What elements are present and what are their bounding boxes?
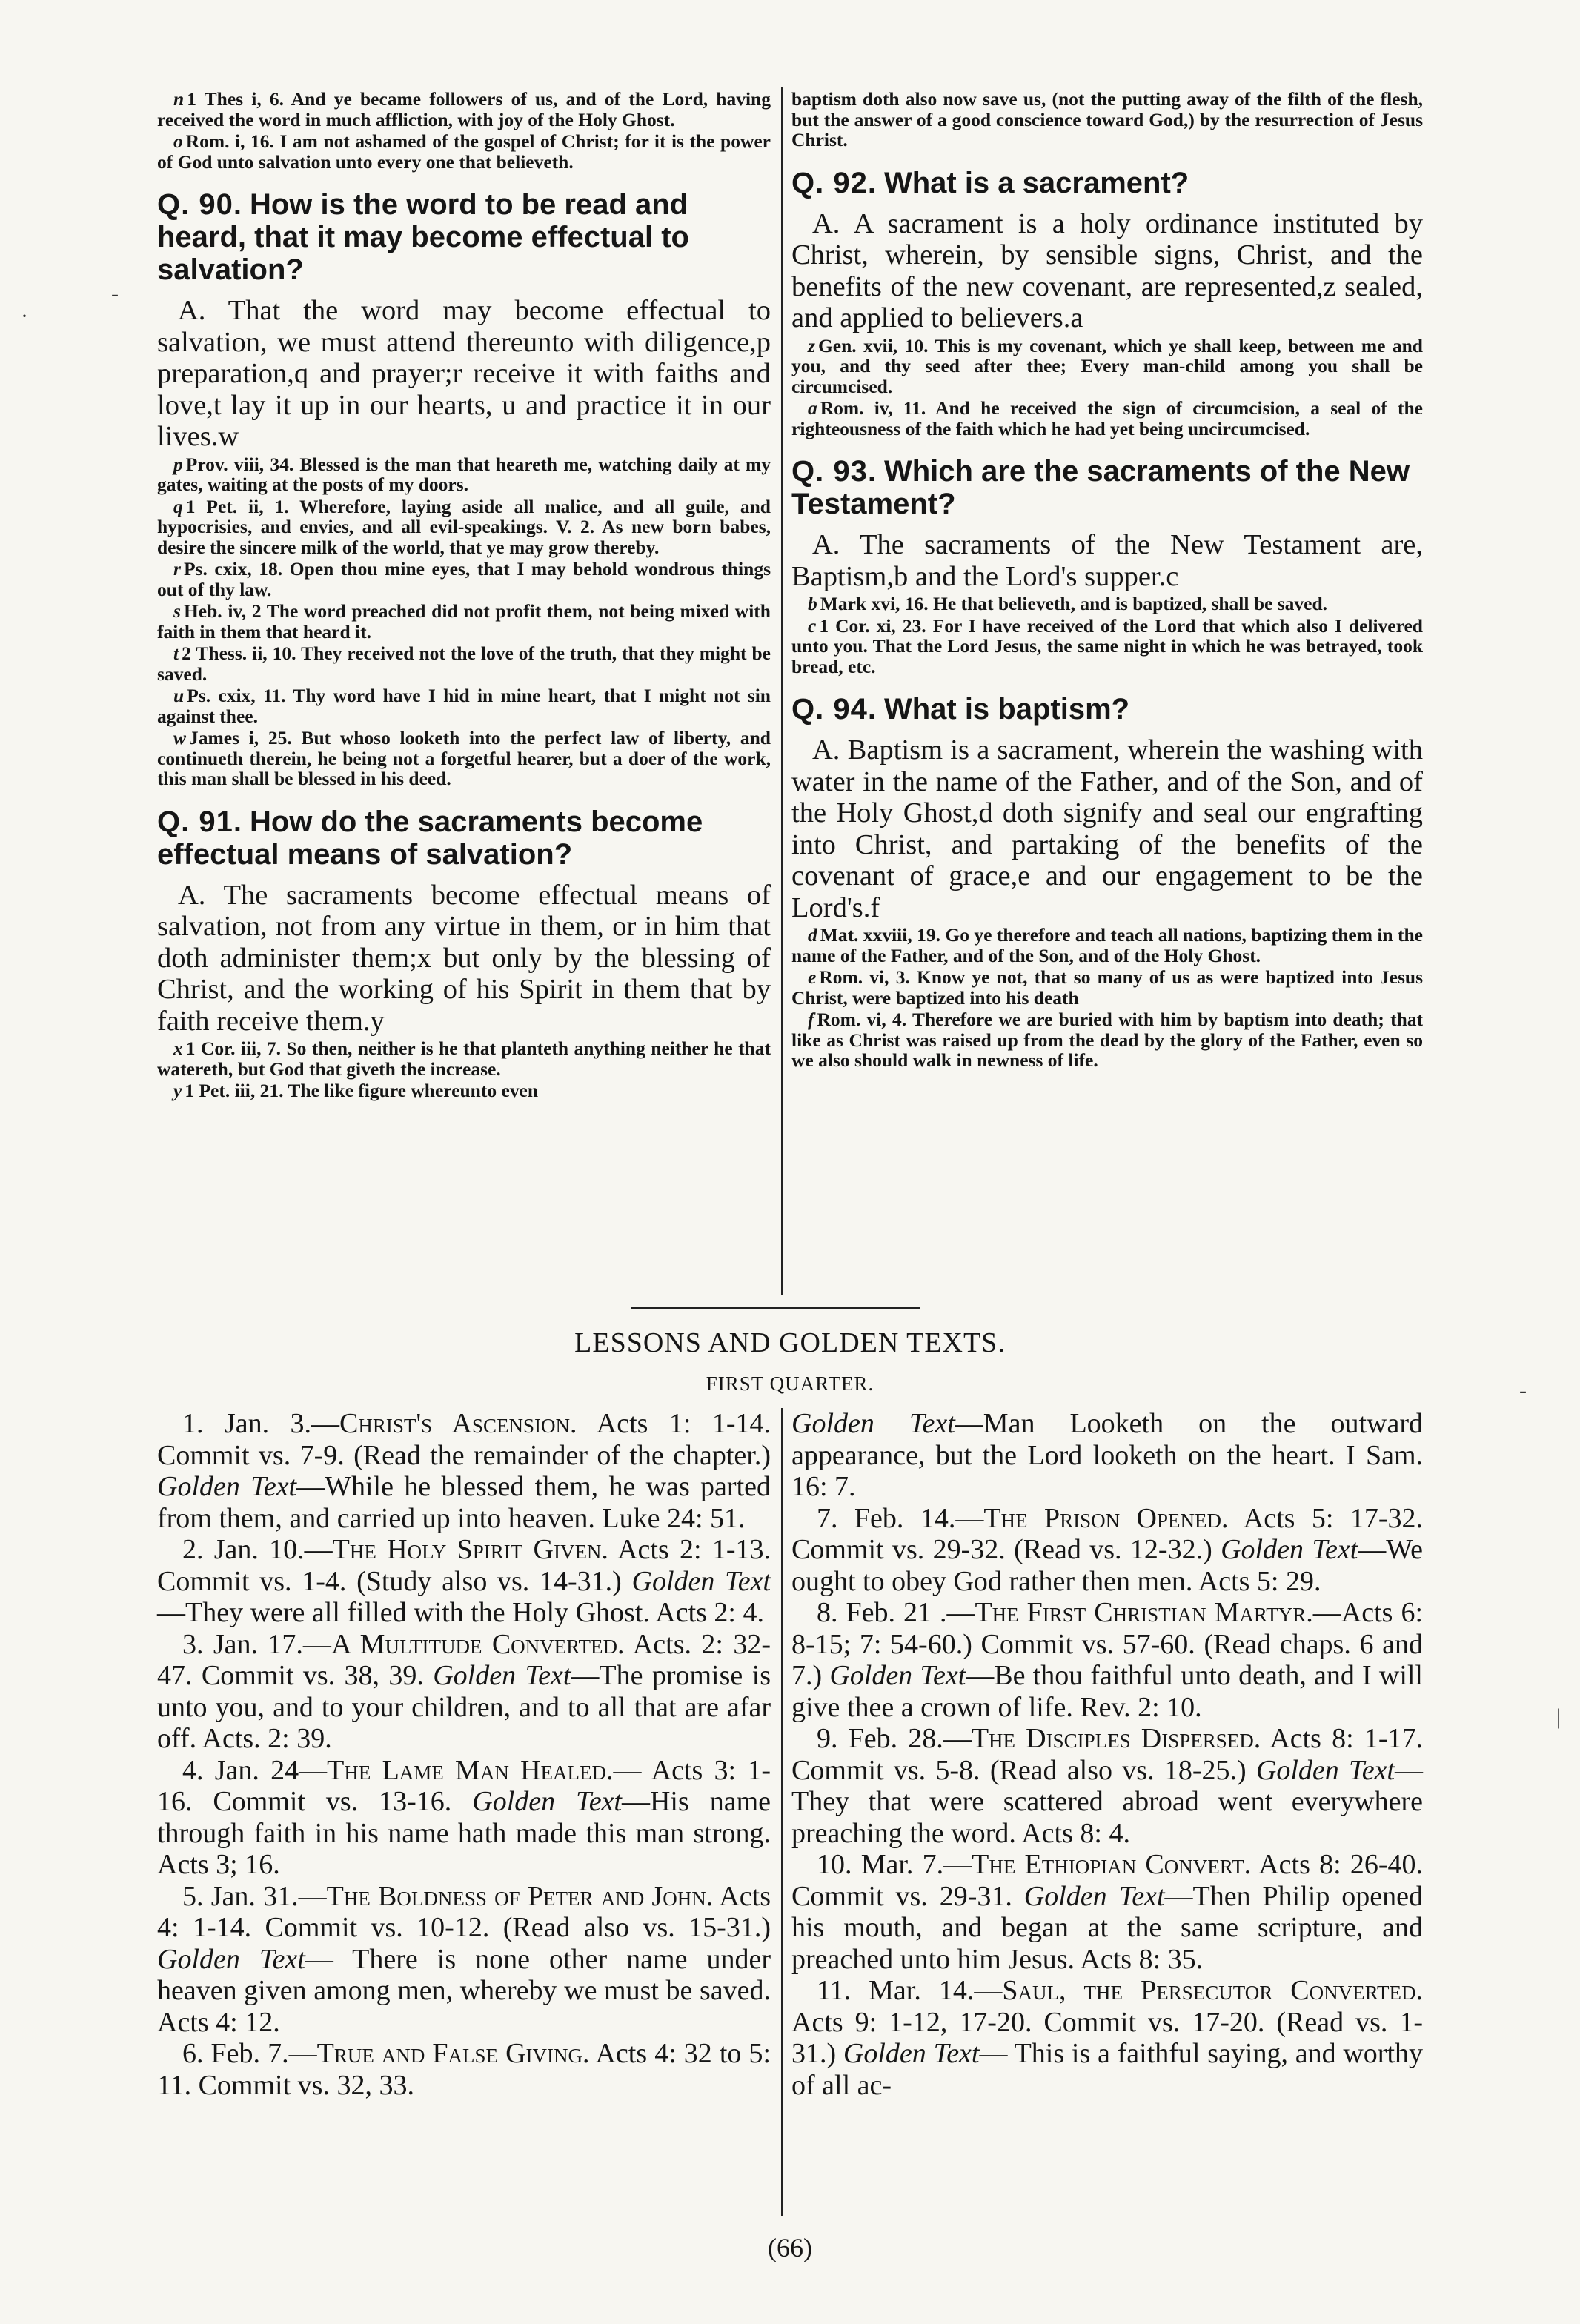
reference-a: a Rom. iv, 11. And he received the sign of circumcision, a seal of the righteousness of the faith which he had yet being uncircumcised. [791, 397, 1423, 439]
question-94: Q. 94. What is baptism? [791, 693, 1130, 726]
margin-mark: - [111, 282, 119, 306]
lesson-2: 2. Jan. 10.—The Holy Spirit Given. Acts 2: 1-13. Commit vs. 1-4. (Study also vs. 14-31.) Golden Text—They were all filled with the Holy Ghost. Acts 2: 4. [157, 1534, 771, 1628]
reference-e: e Rom. vi, 3. Know ye not, that so many of us as were baptized into Jesus Christ, were baptized into his death [791, 966, 1423, 1009]
reference-r: r Ps. cxix, 18. Open thou mine eyes, that I may behold wondrous things out of thy law. [157, 558, 771, 600]
lessons-left-column [157, 1408, 771, 2101]
answer-94: A. Baptism is a sacrament, wherein the washing with water in the name of the Father, and of the Son, and of the Holy Ghost,d doth signify and seal our engrafting into Christ, and partaking of the benefits of the covenant of grace,e and our engagement to be the Lord's.f [791, 734, 1423, 923]
page-number: (66) [768, 2233, 812, 2262]
lesson-4: 4. Jan. 24—The Lame Man Healed.— Acts 3: 1-16. Commit vs. 13-16. Golden Text—His name through faith in his name hath made this man strong. Acts 3; 16. [157, 1754, 771, 1880]
lesson-7: 7. Feb. 14.—The Prison Opened. Acts 5: 17-32. Commit vs. 29-32. (Read vs. 12-32.) Golden Text—We ought to obey God rather then men. Acts 5: 29. [791, 1502, 1424, 1597]
margin-mark: | [1556, 1704, 1561, 1729]
references-90 [157, 454, 771, 789]
answer-90: A. That the word may become effectual to salvation, we must attend thereunto with diligence,p preparation,q and prayer;r receive it with faiths and love,t lay it up in our hearts, u and practice it in our lives.w [157, 295, 771, 452]
lesson-11: 11. Mar. 14.—Saul, the Persecutor Converted. Acts 9: 1-12, 17-20. Commit vs. 17-20. (Read vs. 1-31.) Golden Text— This is a faithful saying, and worthy of all ac- [791, 1975, 1423, 2101]
reference-n: n 1 Thes i, 6. And ye became followers of us, and of the Lord, having received the word in much affliction, with joy of the Holy Ghost. [157, 88, 771, 130]
right-column [791, 87, 1423, 1071]
answer-91: A. The sacraments become effectual means of salvation, not from any virtue in them, or in him that doth administer them;x but only by the blessing of Christ, and the working of his Spirit in them that by faith receive them.y [157, 879, 771, 1037]
reference-c: c 1 Cor. xi, 23. For I have received of the Lord that which also I delivered unto you. That the Lord Jesus, the same night in which he was betrayed, took bread, etc. [791, 614, 1423, 677]
lessons-right-column [791, 1408, 1423, 2101]
reference-u: u Ps. cxix, 11. Thy word have I hid in mine heart, that I might not sin against thee. [157, 685, 771, 727]
continued-text: baptism doth also now save us, (not the putting away of the filth of the flesh, but the answer of a good conscience toward God,) by the resurrection of Jesus Christ. [791, 88, 1423, 150]
margin-mark: - [1519, 1378, 1527, 1403]
question-90: Q. 90. How is the word to be read and heard, that it may become effectual to salvation? [157, 188, 689, 286]
reference-s: s Heb. iv, 2 The word preached did not profit them, not being mixed with faith in them that heard it. [157, 600, 771, 643]
reference-o: o Rom. i, 16. I am not ashamed of the gospel of Christ; for it is the power of God unto salvation unto every one that believeth. [157, 130, 771, 173]
lesson-3: 3. Jan. 17.—A Multitude Converted. Acts. 2: 32-47. Commit vs. 38, 39. Golden Text—The promise is unto you, and to your children, and to all that are afar off. Acts. 2: 39. [157, 1628, 771, 1754]
lesson-6-continued: Golden Text—Man Looketh on the outward appearance, but the Lord looketh on the heart. I Sam. 16: 7. [791, 1408, 1423, 1502]
reference-q: q 1 Pet. ii, 1. Wherefore, laying aside all malice, and all guile, and hypocrisies, and envies, and all evil-speakings. V. 2. As new born babes, desire the sincere milk of the world, that ye may grow thereby. [157, 495, 771, 558]
reference-b: b Mark xvi, 16. He that believeth, and is baptized, shall be saved. [808, 593, 1328, 614]
reference-t: t 2 Thess. ii, 10. They received not the love of the truth, that they might be saved. [157, 643, 771, 685]
left-column [157, 87, 771, 1101]
lesson-9: 9. Feb. 28.—The Disciples Dispersed. Acts 8: 1-17. Commit vs. 5-8. (Read also vs. 18-25.) Golden Text—They that were scattered abroad went everywhere preaching the word. Acts 8: 4. [791, 1723, 1423, 1849]
lesson-10: 10. Mar. 7.—The Ethiopian Convert. Acts 8: 26-40. Commit vs. 29-31. Golden Text—Then Philip opened his mouth, and began at the same scripture, and preached unto him Jesus. Acts 8: 35. [791, 1849, 1423, 1975]
answer-92: A. A sacrament is a holy ordinance instituted by Christ, wherein, by sensible signs, Christ, and the benefits of the new covenant, are represented,z sealed, and applied to believers.a [791, 208, 1423, 333]
reference-d: d Mat. xxviii, 19. Go ye therefore and teach all nations, baptizing them in the name of the Father, and of the Son, and of the Holy Ghost. [791, 924, 1423, 966]
reference-y: y 1 Pet. iii, 21. The like figure whereunto even [173, 1080, 539, 1101]
reference-w: w James i, 25. But whoso looketh into the perfect law of liberty, and continueth therein, he being not a forgetful hearer, but a doer of the work, this man shall be blessed in his deed. [157, 727, 771, 789]
question-93: Q. 93. Which are the sacraments of the New Testament? [791, 455, 1410, 520]
lesson-1: 1. Jan. 3.—Christ's Ascension. Acts 1: 1-14. Commit vs. 7-9. (Read the remainder of the chapter.) Golden Text—While he blessed them, he was parted from them, and carried up into heaven. Luke 24: 51. [157, 1408, 771, 1534]
section-rule [631, 1307, 920, 1309]
reference-z: z Gen. xvii, 10. This is my covenant, which ye shall keep, between me and you, and thy seed after thee; Every man-child among you shall be circumcised. [791, 334, 1423, 397]
reference-p: p Prov. viii, 34. Blessed is the man that heareth me, watching daily at my gates, waiting at the posts of my doors. [157, 453, 771, 495]
reference-f: f Rom. vi, 4. Therefore we are buried with him by baptism into death; that like as Christ was raised up from the dead by the glory of the Father, even so we also should walk in newness of life. [791, 1009, 1423, 1071]
references-91 [157, 1038, 771, 1101]
lesson-6: 6. Feb. 7.—True and False Giving. Acts 4: 32 to 5: 11. Commit vs. 32, 33. [157, 2038, 771, 2101]
question-91: Q. 91. How do the sacraments become effectual means of salvation? [157, 805, 703, 871]
lessons-heading: LESSONS AND GOLDEN TEXTS. [574, 1327, 1006, 1358]
column-divider-bottom [781, 1408, 783, 2216]
lesson-5: 5. Jan. 31.—The Boldness of Peter and John. Acts 4: 1-14. Commit vs. 10-12. (Read also vs. 15-31.) Golden Text— There is none other name under heaven given among men, whereby we must be saved. Acts 4: 12. [157, 1880, 771, 2038]
quarter-subheading: FIRST QUARTER. [706, 1372, 874, 1395]
answer-93: A. The sacraments of the New Testament are, Baptism,b and the Lord's supper.c [791, 529, 1423, 592]
reference-x: x 1 Cor. iii, 7. So then, neither is he that planteth anything neither he that watereth, but God that giveth the increase. [157, 1038, 771, 1080]
column-divider-top [781, 87, 783, 1295]
question-92: Q. 92. What is a sacrament? [791, 166, 1189, 199]
margin-mark: · [21, 304, 28, 328]
lesson-8: 8. Feb. 21 .—The First Christian Martyr.—Acts 6: 8-15; 7: 54-60.) Commit vs. 57-60. (Read chaps. 6 and 7.) Golden Text—Be thou faithful unto death, and I will give thee a crown of life. Rev. 2: 10. [791, 1597, 1423, 1723]
